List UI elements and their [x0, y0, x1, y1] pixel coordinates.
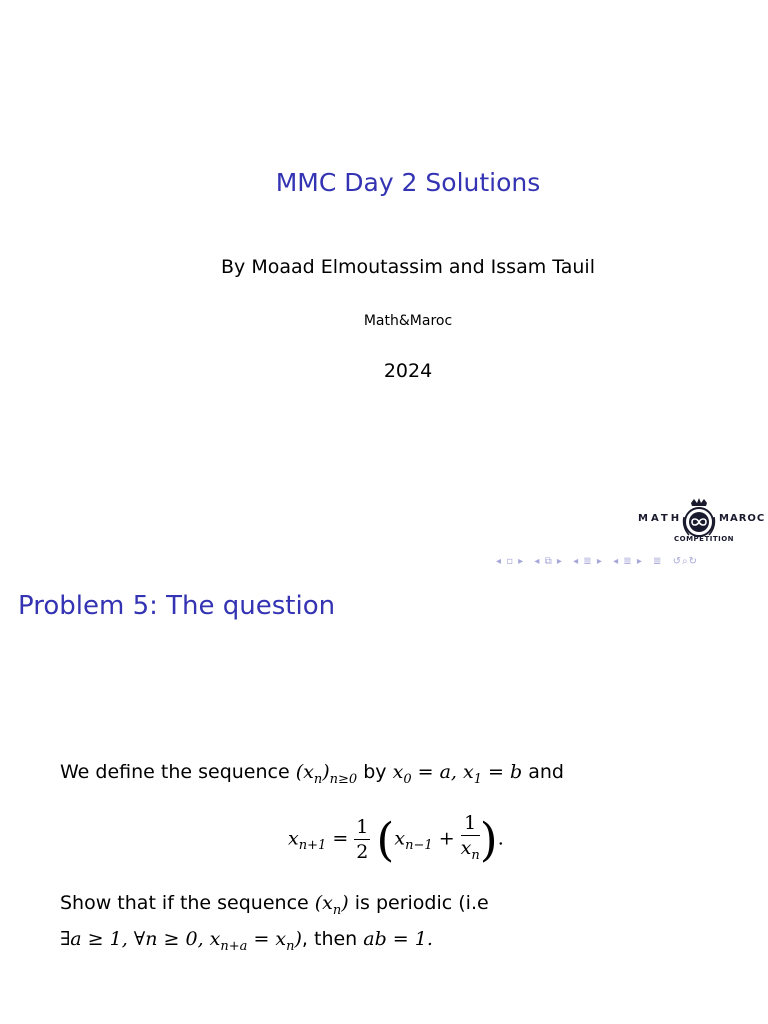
definition-by: by [363, 761, 387, 783]
presentation-title: MMC Day 2 Solutions [275, 168, 541, 197]
periodicity-condition: ∃a ≥ 1, ∀n ≥ 0, $x_{n+a} = x_n$) [60, 927, 302, 954]
sequence-notation: $(x_n)_{n\ge 0}$ [295, 761, 358, 787]
question-text [60, 889, 489, 961]
definition-line [60, 758, 564, 794]
date: 2024 [383, 360, 433, 382]
nav-search-icon[interactable]: ↺⌕↻ [672, 556, 698, 567]
problem-slide [0, 585, 768, 1024]
nav-subsection-icon[interactable]: ◂ ≣ ▸ [613, 556, 643, 567]
nav-frame-icon[interactable]: ◂ ⧉ ▸ [534, 556, 563, 567]
nav-align-icon[interactable]: ≣ [653, 556, 663, 567]
then-text: , then [301, 927, 358, 950]
logo-left-text: MATH [638, 513, 683, 524]
recurrence-formula: $x_{n+1}$ = $\frac{1}{2}$ ($x_{n-1}$ + $\frac{1}{x_n}$ ). [288, 812, 504, 867]
sequence-xn: $(x_n)$ [314, 892, 349, 918]
nav-prev-icon[interactable]: ◂ ▫ ▸ [496, 556, 525, 567]
conclusion: ab = 1. [363, 927, 433, 950]
definition-prefix: We define the sequence [60, 761, 290, 783]
math-maroc-logo [636, 497, 766, 547]
beamer-navigation[interactable] [496, 556, 704, 567]
frame-title: Problem 5: The question [18, 591, 336, 621]
initial-conditions: $x_0 = a$, $x_1 = b$ [392, 761, 523, 787]
show-that: Show that if the sequence [60, 892, 309, 914]
author-line: By Moaad Elmoutassim and Issam Tauil [221, 256, 595, 278]
definition-and: and [528, 761, 564, 783]
is-periodic: is periodic (i.e [354, 892, 489, 914]
institute: Math&Maroc [363, 313, 453, 329]
logo-sub-text: COMPETITION [674, 535, 735, 543]
logo-right-text: MAROC [719, 513, 766, 524]
nav-section-icon[interactable]: ◂ ≣ ▸ [573, 556, 603, 567]
